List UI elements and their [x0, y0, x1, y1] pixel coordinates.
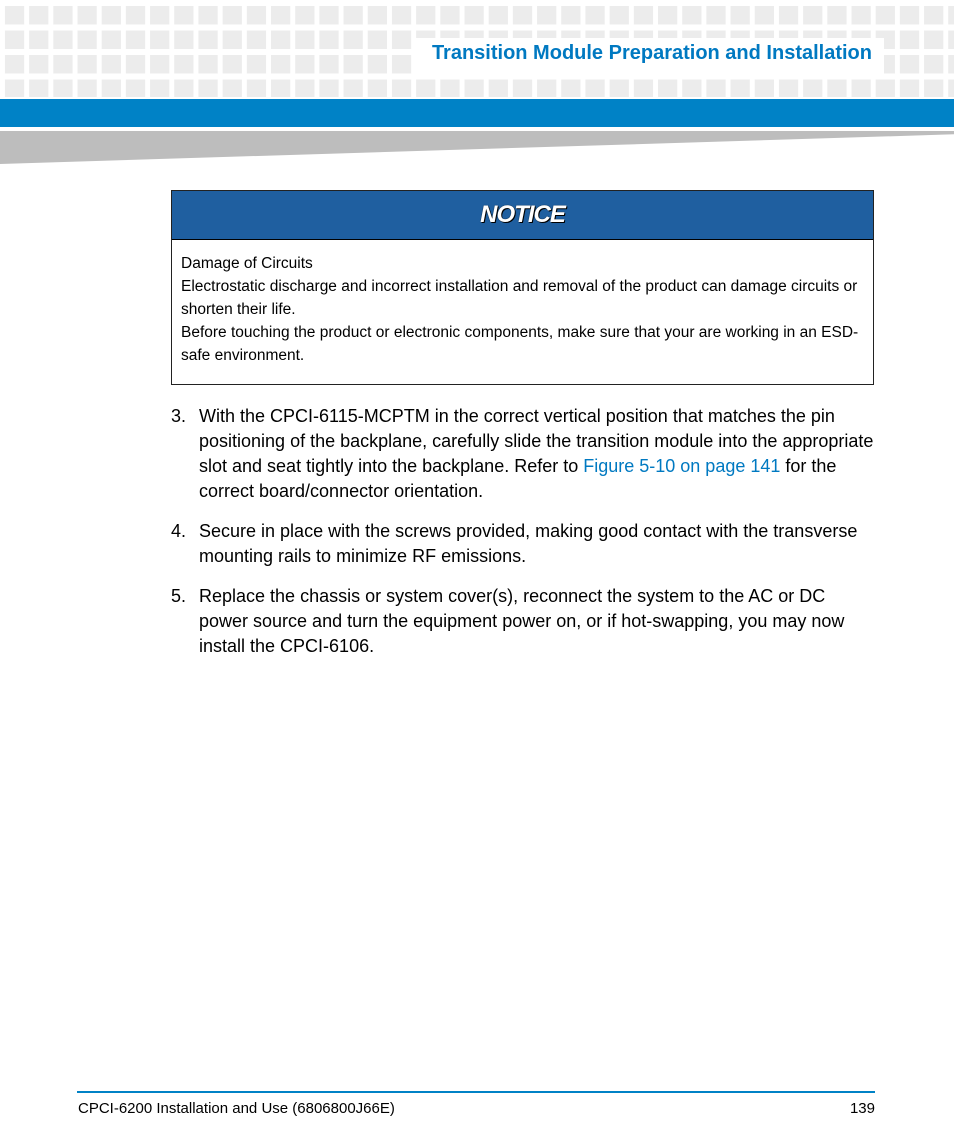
- step-list: [171, 404, 876, 674]
- step-text: Secure in place with the screws provided, making good contact with the transverse mounting rails to minimize RF emissions.: [199, 521, 858, 566]
- notice-box: [171, 190, 874, 385]
- step-3: [171, 404, 876, 504]
- notice-title: NOTICE: [480, 201, 565, 228]
- step-text: [199, 404, 876, 504]
- step-5: [171, 584, 876, 659]
- notice-heading: Damage of Circuits: [181, 255, 313, 272]
- step-text-before-link: With the CPCI-6115-MCPTM in the correct vertical position that matches the pin positioning of the backplane, carefully slide the transition module into the appropriate slot and seat tightly into the backplane. Refer to: [199, 406, 874, 476]
- step-number: 3.: [171, 406, 187, 426]
- notice-header: [172, 191, 873, 240]
- header-gray-wedge: [0, 131, 954, 164]
- step-text-after-link: for the correct board/connector orientation.: [199, 456, 837, 501]
- step-number: 4.: [171, 521, 187, 541]
- header-blue-bar: [0, 99, 954, 127]
- step-4: [171, 519, 876, 569]
- step-number: 5.: [171, 586, 187, 606]
- notice-body: [172, 240, 873, 367]
- page-header-title: Transition Module Preparation and Installation: [431, 42, 872, 64]
- step-text: Replace the chassis or system cover(s), reconnect the system to the AC or DC power source and turn the equipment power on, or if hot-swapping, you may now install the CPCI-6106.: [199, 586, 845, 656]
- notice-paragraph-1: Electrostatic discharge and incorrect installation and removal of the product can damage circuits or shorten their life.: [181, 278, 858, 318]
- footer-document-title: CPCI-6200 Installation and Use (6806800J66E): [78, 1100, 395, 1117]
- notice-paragraph-2: Before touching the product or electronic components, make sure that your are working in an ESD-safe environment.: [181, 324, 859, 364]
- footer-page-number: 139: [849, 1100, 875, 1117]
- figure-reference-link[interactable]: Figure 5-10 on page 141: [583, 456, 781, 476]
- footer-rule: [77, 1091, 875, 1093]
